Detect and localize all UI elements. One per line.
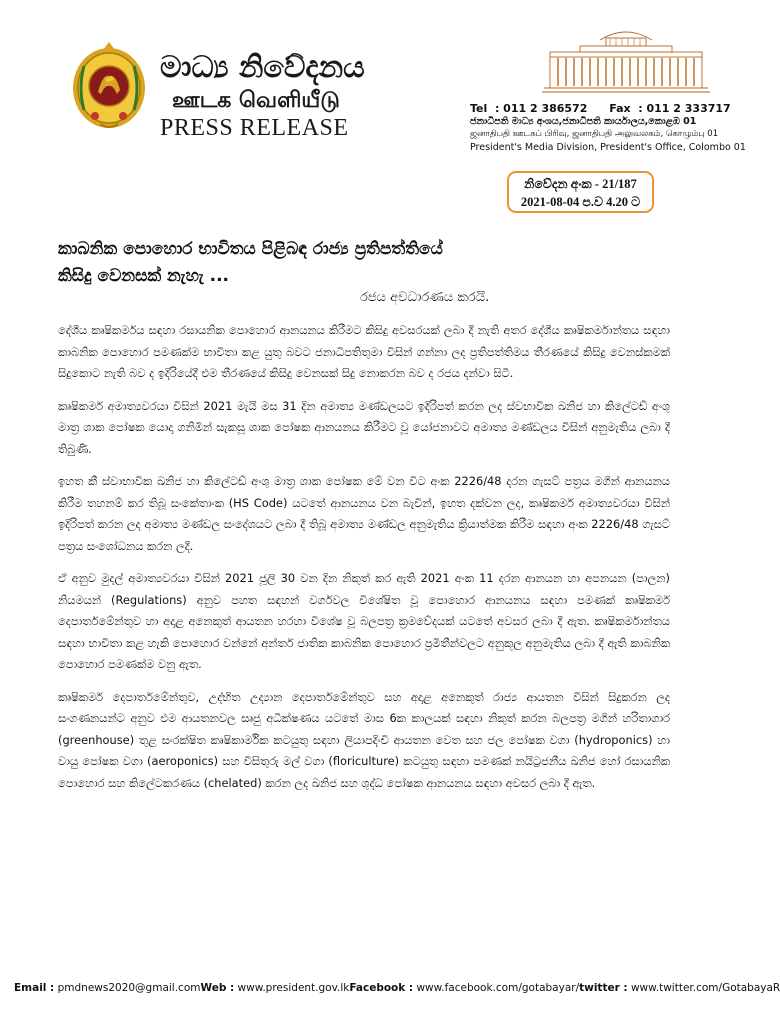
title-sinhala: මාධ්‍ය නිවේදනය bbox=[160, 50, 365, 85]
twitter-label: twitter : bbox=[579, 982, 628, 994]
fax-label: Fax bbox=[609, 102, 631, 115]
footer bbox=[14, 982, 780, 994]
body-paragraph-3: ඉහත කී ස්වාභාවික ඛනිජ හා කිලේටඩ් අංශු මාත්‍ර ශාක පෝෂක මේ වන විට අංක 2226/48 දරන ගැසට් පත්‍රය මගින් ආනයනය කිරීම තහනම් කර තිබූ සංකේතාංක (HS Code) යටතේ ආනයනය වන බැවින්, ඉහත දක්වන ලද, කෘෂිකර්ම අමාත්‍යවරයා විසින් ඉදිරිපත් කරන ලද අමාත්‍ය මණ්ඩල සංදේශයට ලබා දී තිබූ අමාත්‍ය මණ්ඩල අනුමැතිය ක්‍රියාත්මක කිරීම සඳහා අංක 2226/48 ගැසට් පත්‍රය සංශෝධනය කරන ලදී. bbox=[58, 474, 670, 553]
title-english: PRESS RELEASE bbox=[160, 115, 349, 141]
footer-facebook bbox=[349, 982, 579, 994]
headline bbox=[58, 236, 618, 290]
subheadline: රජය අවධාරණය කරයි. bbox=[360, 290, 490, 305]
headline-line-1: කාබනික පොහොර භාවිතය පිළිබඳ රාජ්‍ය ප්‍රතිපත්තියේ bbox=[58, 239, 443, 259]
body-paragraph-1: දේශීය කෘෂිකර්මය සඳහා රසායනික පොහොර ආනයනය කිරීමට කිසිදු අවසරයක් ලබා දී නැති අතර දේශීය කෘෂිකර්මාන්තය සඳහා කාබනික පොහොර පමණක්ම භාවිතා කළ යුතු බවට ජනාධිපතිතුමා විසින් ගන්නා ලද ප්‍රතිපත්තිමය තීරණයේ කිසිදු වෙනස්කමක් සිදුකොට නැති බව ද ඉදිරියේදී එම තීරණයේ කිසිදු වෙනසක් සිදු නොකරන බව ද රජය දන්වා සිටී. bbox=[58, 323, 670, 380]
contact-line-sinhala: ජනාධිපති මාධ්‍ය අංශය,ජනාධිපති කාර්යාලය,කොළඹ 01 bbox=[470, 116, 697, 127]
contact-block: Tel : 011 2 386572 Fax : 011 2 333717 ජනාධිපති මාධ්‍ය අංශය,ජනාධිපති කාර්යාලය,කොළඹ 01 ஜனாதிபதி ஊடகப் பிரிவு, ஜனாதிபதி அலுவலகம், கொழும்பு 01 President's Media Division, President's Office, Colombo 01 bbox=[470, 102, 746, 153]
facebook-link[interactable]: www.facebook.com/gotabayar/ bbox=[416, 982, 580, 994]
title-tamil: ஊடக வெளியீடு bbox=[172, 88, 340, 113]
twitter-link[interactable]: www.twitter.com/GotabayaR bbox=[630, 982, 780, 994]
footer-web bbox=[201, 982, 350, 994]
state-emblem-icon bbox=[70, 38, 148, 134]
body-paragraph-4: ඒ අනුව මුදල් අමාත්‍යවරයා විසින් 2021 ජූලි 30 වන දින නිකුත් කර ඇති 2021 අංක 11 දරන ආනයන හා අපනයන (පාලන) නියමයන් (Regulations) අනුව පහත සඳහන් වර්ගවල විශේෂිත වූ පොහොර ආනයනය සඳහා පමණක් කෘෂිකර්ම දෙපාර්තමේන්තුව හා අදාළ අනෙකුත් ආයතන හරහා විශේෂ වූ බලපත්‍ර ක්‍රමවේදයක් යටතේ අවසර ලබා දී ඇත. කෘෂිකර්මාන්තය සඳහා භාවිතා කළ හැකි පොහොර වන්නේ අන්තර් ජාතික කාබනික පොහොර ප්‍රමිතීන්වලට අනුකූල අනුමැතිය ලබා දී ඇති කාබනික පොහොර පමණක්ම වනු ඇත. bbox=[58, 571, 670, 671]
body-paragraph-2: කෘෂිකර්ම අමාත්‍යවරයා විසින් 2021 මැයි මස 31 දින අමාත්‍ය මණ්ඩලයට ඉදිරිපත් කරන ලද ස්වභාවික ඛනිජ හා කිලේටඩ් අංශු මාත්‍ර ශාක පෝෂක යොදා ගනිමින් සැකසූ ශාක පෝෂක ආනයනය කිරීමට වූ යෝජනාවට අමාත්‍ය මණ්ඩලය විසින් අනුමැතිය ලබා දී තිබුණි. bbox=[58, 398, 670, 456]
reference-box bbox=[507, 171, 654, 213]
reference-number: නිවේදන අංක - 21/187 bbox=[524, 177, 637, 191]
fax-number: 011 2 333717 bbox=[646, 102, 731, 115]
web-label: Web : bbox=[200, 982, 235, 994]
contact-line-tamil: ஜனாதிபதி ஊடகப் பிரிவு, ஜனாதிபதி அலுவலகம், கொழும்பு 01 bbox=[470, 129, 719, 139]
tel-label: Tel bbox=[470, 102, 488, 115]
footer-email bbox=[14, 982, 201, 994]
email-link[interactable]: pmdnews2020@gmail.com bbox=[57, 982, 201, 994]
body-text bbox=[58, 320, 670, 805]
presidential-secretariat-building-icon bbox=[540, 22, 712, 94]
tel-number: 011 2 386572 bbox=[503, 102, 588, 115]
footer-twitter bbox=[579, 982, 780, 994]
facebook-label: Facebook : bbox=[349, 982, 414, 994]
contact-line-english: President's Media Division, President's Office, Colombo 01 bbox=[470, 142, 746, 153]
body-paragraph-5: කෘෂිකර්ම දෙපාර්තමේන්තුව, උද්භිත උද්‍යාන දෙපාර්තමේන්තුව සහ අදාළ අනෙකුත් රාජ්‍ය ආයතන විසින් සිදුකරන ලද සංගණනයන්ට අනුව එම ආයතනවල සෘජු අධීක්ෂණය යටතේ මාස 6ක කාලයක් සඳහා නිකුත් කරන බලපත්‍ර මගින් හරිතාගාර (greenhouse) තුළ සංරක්ෂිත කෘෂිකාර්මික කටයුතු සඳහා ලියාපදිංචි ආයතන වෙත සහ ජල පෝෂක වගා (hydroponics) හා වායු පෝෂක වගා (aeroponics) සහ විසිතුරු මල් වගා (floriculture) කටයුතු සඳහා පමණක් නයිට්‍රජනීය ඛනිජ හෝ රසායනික පොහොර සහ කිලේටකරණය (chelated) කරන ලද ඛනිජ සහ ශුද්ධ පෝෂක ආනයනය සඳහා අවසර ලබා දී ඇත. bbox=[58, 689, 670, 790]
email-label: Email : bbox=[14, 982, 55, 994]
reference-datetime: 2021-08-04 ප.ව 4.20 ට bbox=[520, 195, 641, 209]
headline-line-2: කිසිදු වෙනසක් නැහැ ... bbox=[58, 266, 230, 286]
web-link[interactable]: www.president.gov.lk bbox=[237, 982, 350, 994]
